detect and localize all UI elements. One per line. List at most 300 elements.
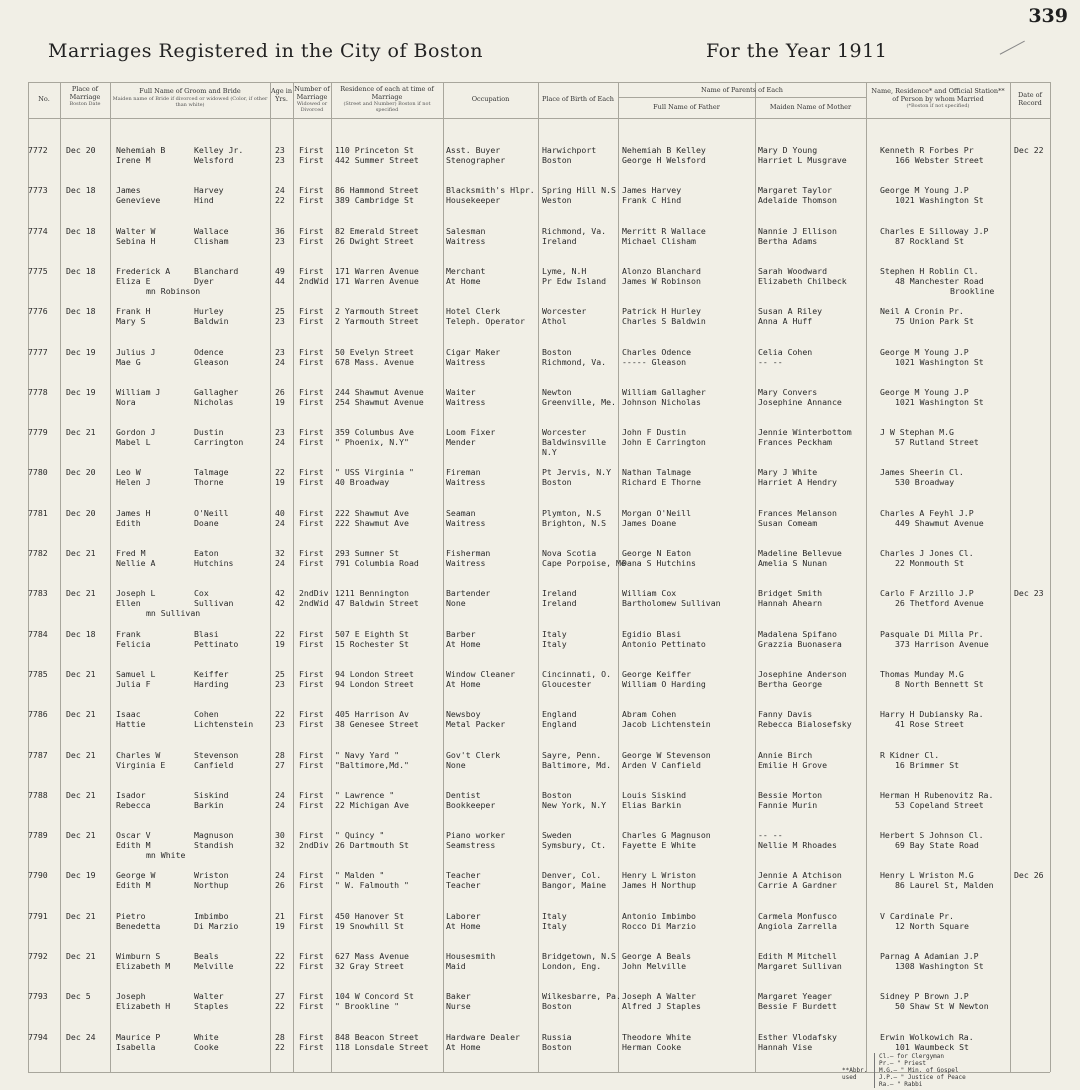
groom-age: 23 xyxy=(275,427,285,438)
groom-father: Charles Odence xyxy=(622,346,692,357)
groom-marriage-number: First xyxy=(299,951,324,961)
officiant-name: Charles A Feyhl J.P xyxy=(880,507,974,518)
bride-residence: 26 Dwight Street xyxy=(335,235,414,246)
bride-birthplace: Baldwinsville xyxy=(542,437,607,448)
bride-last-name: Standish xyxy=(194,840,234,851)
bride-father: George H Welsford xyxy=(622,155,706,165)
groom-first-name: Joseph L xyxy=(116,588,156,599)
officiant-name: Carlo F Arzillo J.P xyxy=(880,588,974,599)
bride-occupation: Mender xyxy=(446,437,476,448)
groom-occupation: Dentist xyxy=(446,789,481,800)
groom-age: 23 xyxy=(275,145,285,155)
groom-marriage-number: First xyxy=(299,467,324,478)
bride-occupation: Teacher xyxy=(446,880,481,891)
bride-age: 26 xyxy=(275,880,285,891)
groom-mother: Nannie J Ellison xyxy=(758,225,837,236)
bride-father: James H Northup xyxy=(622,880,696,891)
bride-marriage-number: First xyxy=(299,477,324,488)
bride-first-name: Julia F xyxy=(116,678,151,689)
bride-marriage-number: First xyxy=(299,517,324,528)
bride-birthplace: Italy xyxy=(542,638,567,649)
groom-father: William Cox xyxy=(622,588,677,599)
bride-first-name: Sebina H xyxy=(116,235,156,246)
groom-age: 22 xyxy=(275,709,285,720)
bride-occupation: Maid xyxy=(446,961,466,971)
bride-last-name: Dyer xyxy=(194,275,214,286)
bride-father: Dana S Hutchins xyxy=(622,558,696,568)
groom-residence: 82 Emerald Street xyxy=(335,225,419,236)
bride-marriage-number: First xyxy=(299,396,324,407)
bride-father: Bartholomew Sullivan xyxy=(622,598,721,609)
officiant-address: 26 Thetford Avenue xyxy=(895,598,984,609)
officiant-name: Harry H Dubiansky Ra. xyxy=(880,709,984,720)
groom-first-name: George W xyxy=(116,870,156,881)
record-date: Dec 21 xyxy=(66,749,96,760)
bride-mother: -- -- xyxy=(758,356,783,367)
groom-marriage-number: First xyxy=(299,830,324,841)
groom-birthplace: Italy xyxy=(542,628,567,639)
record-date: Dec 18 xyxy=(66,225,96,236)
bride-occupation: At Home xyxy=(446,275,481,286)
record-number: 7773 xyxy=(28,185,48,196)
header-parents: Name of Parents of Each xyxy=(701,86,783,94)
groom-first-name: Isador xyxy=(116,789,146,800)
bride-age: 24 xyxy=(275,558,285,568)
groom-first-name: Gordon J xyxy=(116,427,156,438)
groom-birthplace: Pt Jervis, N.Y xyxy=(542,467,612,478)
bride-marriage-number: First xyxy=(299,1001,324,1012)
bride-residence: 442 Summer Street xyxy=(335,155,419,165)
groom-residence: 405 Harrison Av xyxy=(335,709,409,720)
bride-age: 22 xyxy=(275,961,285,971)
groom-first-name: Isaac xyxy=(116,709,141,720)
groom-age: 40 xyxy=(275,507,285,518)
groom-first-name: Wimburn S xyxy=(116,951,161,961)
officiant-address: 373 Harrison Avenue xyxy=(895,638,989,649)
groom-age: 27 xyxy=(275,991,285,1002)
groom-occupation: Piano worker xyxy=(446,830,506,841)
bride-first-name: Benedetta xyxy=(116,920,161,931)
groom-marriage-number: First xyxy=(299,628,324,639)
officiant-address: 1021 Washington St xyxy=(895,396,984,407)
groom-occupation: Window Cleaner xyxy=(446,668,516,679)
bride-occupation: At Home xyxy=(446,638,481,649)
groom-marriage-number: First xyxy=(299,789,324,800)
groom-marriage-number: First xyxy=(299,709,324,720)
bride-maiden-name: mn White xyxy=(146,850,186,861)
groom-last-name: Stevenson xyxy=(194,749,239,760)
bride-birthplace: London, Eng. xyxy=(542,961,602,971)
record-number: 7784 xyxy=(28,628,48,639)
record-number: 7774 xyxy=(28,225,48,236)
groom-last-name: Siskind xyxy=(194,789,229,800)
bride-last-name: Gleason xyxy=(194,356,229,367)
record-date: Dec 20 xyxy=(66,145,96,155)
groom-residence: 86 Hammond Street xyxy=(335,185,419,196)
table-row xyxy=(0,750,1080,792)
bride-last-name: Hutchins xyxy=(194,558,234,568)
bride-occupation: Waitress xyxy=(446,235,486,246)
abbr-items xyxy=(874,1053,999,1088)
groom-birthplace: Sweden xyxy=(542,830,572,841)
record-date: Dec 21 xyxy=(66,951,96,961)
record-number: 7781 xyxy=(28,507,48,518)
groom-residence: 171 Warren Avenue xyxy=(335,265,419,276)
bride-age: 32 xyxy=(275,840,285,851)
bride-first-name: Felicia xyxy=(116,638,151,649)
bride-birthplace: Boston xyxy=(542,477,572,488)
bride-first-name: Mae G xyxy=(116,356,141,367)
groom-mother: Frances Melanson xyxy=(758,507,837,518)
record-date: Dec 19 xyxy=(66,346,96,357)
groom-father: Morgan O'Neill xyxy=(622,507,692,518)
groom-birthplace: Wilkesbarre, Pa. xyxy=(542,991,621,1002)
groom-age: 25 xyxy=(275,306,285,317)
groom-last-name: Harvey xyxy=(194,185,224,196)
bride-last-name: Cooke xyxy=(194,1041,219,1052)
groom-mother: Bridget Smith xyxy=(758,588,823,599)
bride-first-name: Mabel L xyxy=(116,437,151,448)
bride-occupation: At Home xyxy=(446,920,481,931)
bride-birthplace: Pr Edw Island xyxy=(542,275,607,286)
groom-birthplace: Worcester xyxy=(542,427,587,438)
bride-occupation: Waitress xyxy=(446,517,486,528)
record-date: Dec 19 xyxy=(66,386,96,397)
record-date: Dec 5 xyxy=(66,991,91,1002)
groom-occupation: Waiter xyxy=(446,386,476,397)
bride-mother: Fannie Murin xyxy=(758,799,818,810)
bride-first-name: Edith M xyxy=(116,880,151,891)
groom-occupation: Loom Fixer xyxy=(446,427,496,438)
record-date: Dec 18 xyxy=(66,265,96,276)
bride-maiden-name: mn Robinson xyxy=(146,285,201,296)
table-row xyxy=(0,870,1080,912)
bride-marriage-number: First xyxy=(299,195,324,206)
bride-mother: Margaret Sullivan xyxy=(758,961,842,971)
bride-residence: 222 Shawmut Ave xyxy=(335,517,409,528)
groom-first-name: Walter W xyxy=(116,225,156,236)
officiant-name: Henry L Wriston M.G xyxy=(880,870,974,881)
table-row xyxy=(0,387,1080,429)
bride-residence: 791 Columbia Road xyxy=(335,558,419,568)
groom-father: Charles G Magnuson xyxy=(622,830,711,841)
groom-birthplace: Boston xyxy=(542,789,572,800)
record-date: Dec 18 xyxy=(66,185,96,196)
bride-first-name: Elizabeth H xyxy=(116,1001,171,1012)
bride-residence: 26 Dartmouth St xyxy=(335,840,409,851)
abbr-item: Pr.— " Priest xyxy=(879,1060,926,1067)
groom-marriage-number: First xyxy=(299,870,324,881)
bride-father: Alfred J Staples xyxy=(622,1001,701,1012)
record-number: 7776 xyxy=(28,306,48,317)
bride-residence: 15 Rochester St xyxy=(335,638,409,649)
officiant-address: 75 Union Park St xyxy=(895,316,974,327)
groom-marriage-number: First xyxy=(299,991,324,1002)
bride-last-name: Lichtenstein xyxy=(194,719,254,730)
table-row xyxy=(0,790,1080,832)
record-date: Dec 21 xyxy=(66,427,96,438)
bride-birthplace: Ireland xyxy=(542,235,577,246)
bride-age: 42 xyxy=(275,598,285,609)
groom-last-name: Keiffer xyxy=(194,668,229,679)
groom-last-name: Imbimbo xyxy=(194,910,229,921)
groom-last-name: White xyxy=(194,1031,219,1042)
groom-mother: Celia Cohen xyxy=(758,346,813,357)
groom-last-name: Talmage xyxy=(194,467,229,478)
bride-marriage-number: First xyxy=(299,1041,324,1052)
bride-last-name: Baldwin xyxy=(194,316,229,327)
groom-birthplace: Denver, Col. xyxy=(542,870,602,881)
groom-mother: Carmela Monfusco xyxy=(758,910,837,921)
bride-age: 23 xyxy=(275,235,285,246)
groom-father: Joseph A Walter xyxy=(622,991,696,1002)
header-birthplace: Place of Birth of Each xyxy=(542,95,614,103)
groom-age: 21 xyxy=(275,910,285,921)
groom-mother: Mary J White xyxy=(758,467,818,478)
table-row xyxy=(0,508,1080,550)
groom-age: 22 xyxy=(275,467,285,478)
officiant-name: Herbert S Johnson Cl. xyxy=(880,830,984,841)
header-father: Full Name of Father xyxy=(653,103,720,111)
record-number: 7793 xyxy=(28,991,48,1002)
groom-father: Nehemiah B Kelley xyxy=(622,145,706,155)
bride-age: 23 xyxy=(275,719,285,730)
bride-occupation: Stenographer xyxy=(446,155,506,165)
groom-father: James Harvey xyxy=(622,185,682,196)
groom-age: 24 xyxy=(275,870,285,881)
groom-residence: 507 E Eighth St xyxy=(335,628,409,639)
record-date-filed: Dec 22 xyxy=(1014,145,1044,155)
table-row xyxy=(0,226,1080,268)
year-title: For the Year 1911 xyxy=(706,40,888,62)
table-row xyxy=(0,991,1080,1033)
groom-marriage-number: 2ndDiv xyxy=(299,588,329,599)
groom-last-name: Wallace xyxy=(194,225,229,236)
record-number: 7782 xyxy=(28,548,48,558)
groom-birthplace: Spring Hill N.S xyxy=(542,185,616,196)
officiant-address: 449 Shawmut Avenue xyxy=(895,517,984,528)
bride-residence: 19 Snowhill St xyxy=(335,920,405,931)
bride-occupation: Waitress xyxy=(446,558,486,568)
groom-age: 24 xyxy=(275,789,285,800)
groom-first-name: James xyxy=(116,185,141,196)
header-officiant: Name, Residence* and Official Station** of Person by whom Married (*Boston if not specified) xyxy=(871,87,1005,109)
bride-residence: 94 London Street xyxy=(335,678,414,689)
officiant-name: Kenneth R Forbes Pr xyxy=(880,145,974,155)
bride-age: 27 xyxy=(275,759,285,770)
bride-last-name: Nicholas xyxy=(194,396,234,407)
groom-occupation: Seaman xyxy=(446,507,476,518)
table-row xyxy=(0,548,1080,590)
bride-occupation: Bookkeeper xyxy=(446,799,496,810)
bride-mother: Elizabeth Chilbeck xyxy=(758,275,847,286)
officiant-address: 530 Broadway xyxy=(895,477,955,488)
table-row xyxy=(0,951,1080,993)
bride-birthplace: Italy xyxy=(542,920,567,931)
record-number: 7786 xyxy=(28,709,48,720)
bride-first-name: Genevieve xyxy=(116,195,161,206)
record-date: Dec 18 xyxy=(66,306,96,317)
groom-birthplace: Newton xyxy=(542,386,572,397)
abbr-item: Cl.— for Clergyman xyxy=(879,1053,945,1060)
table-row xyxy=(0,467,1080,509)
groom-age: 24 xyxy=(275,185,285,196)
groom-father: Antonio Imbimbo xyxy=(622,910,696,921)
bride-age: 44 xyxy=(275,275,285,286)
bride-first-name: Isabella xyxy=(116,1041,156,1052)
groom-mother: -- -- xyxy=(758,830,783,841)
bride-residence: 118 Lonsdale Street xyxy=(335,1041,429,1052)
record-date: Dec 24 xyxy=(66,1031,96,1042)
groom-residence: " USS Virginia " xyxy=(335,467,414,478)
groom-last-name: Kelley Jr. xyxy=(194,145,244,155)
bride-birthplace: Richmond, Va. xyxy=(542,356,607,367)
bride-father: Frank C Hind xyxy=(622,195,682,206)
groom-mother: Madeline Bellevue xyxy=(758,548,842,558)
groom-first-name: James H xyxy=(116,507,151,518)
bride-father: Richard E Thorne xyxy=(622,477,701,488)
groom-occupation: Gov't Clerk xyxy=(446,749,501,760)
bride-marriage-number: First xyxy=(299,961,324,971)
table-row xyxy=(0,306,1080,348)
bride-residence: 254 Shawmut Avenue xyxy=(335,396,424,407)
groom-age: 23 xyxy=(275,346,285,357)
bride-age: 22 xyxy=(275,195,285,206)
bride-age: 24 xyxy=(275,437,285,448)
officiant-address: 12 North Square xyxy=(895,920,969,931)
record-date: Dec 18 xyxy=(66,628,96,639)
bride-birthplace: Weston xyxy=(542,195,572,206)
bride-birthplace: New York, N.Y xyxy=(542,799,607,810)
bride-father: John Melville xyxy=(622,961,687,971)
bride-mother: Harriet A Hendry xyxy=(758,477,837,488)
groom-last-name: Dustin xyxy=(194,427,224,438)
groom-father: Patrick H Hurley xyxy=(622,306,701,317)
groom-father: Louis Siskind xyxy=(622,789,687,800)
record-number: 7789 xyxy=(28,830,48,841)
bride-mother: Bessie F Burdett xyxy=(758,1001,837,1012)
groom-last-name: Blanchard xyxy=(194,265,239,276)
groom-occupation: Asst. Buyer xyxy=(446,145,501,155)
bride-marriage-number: 2ndDiv xyxy=(299,840,329,851)
bride-first-name: Nora xyxy=(116,396,136,407)
officiant-address: 53 Copeland Street xyxy=(895,799,984,810)
groom-residence: 359 Columbus Ave xyxy=(335,427,414,438)
header-occupation: Occupation xyxy=(471,95,510,103)
groom-residence: 2 Yarmouth Street xyxy=(335,306,419,317)
groom-father: George N Eaton xyxy=(622,548,692,558)
groom-age: 26 xyxy=(275,386,285,397)
officiant-name: George M Young J.P xyxy=(880,185,969,196)
groom-residence: 1211 Bennington xyxy=(335,588,409,599)
officiant-name: R Kidner Cl. xyxy=(880,749,940,760)
table-row xyxy=(0,669,1080,711)
officiant-name: Charles E Silloway J.P xyxy=(880,225,989,236)
bride-marriage-number: First xyxy=(299,316,324,327)
groom-first-name: Samuel L xyxy=(116,668,156,679)
groom-residence: " Malden " xyxy=(335,870,385,881)
bride-last-name: Clisham xyxy=(194,235,229,246)
groom-mother: Jennie Winterbottom xyxy=(758,427,852,438)
officiant-address: 57 Rutland Street xyxy=(895,437,979,448)
groom-mother: Jennie A Atchison xyxy=(758,870,842,881)
groom-father: John F Dustin xyxy=(622,427,687,438)
groom-residence: 848 Beacon Street xyxy=(335,1031,419,1042)
bride-birthplace: Baltimore, Md. xyxy=(542,759,612,770)
groom-occupation: Teacher xyxy=(446,870,481,881)
groom-birthplace: Worcester xyxy=(542,306,587,317)
groom-occupation: Housesmith xyxy=(446,951,496,961)
groom-occupation: Bartender xyxy=(446,588,491,599)
groom-marriage-number: First xyxy=(299,346,324,357)
groom-residence: 94 London Street xyxy=(335,668,414,679)
record-date: Dec 21 xyxy=(66,830,96,841)
groom-age: 30 xyxy=(275,830,285,841)
groom-last-name: Wriston xyxy=(194,870,229,881)
groom-first-name: Pietro xyxy=(116,910,146,921)
bride-residence: 47 Baldwin Street xyxy=(335,598,419,609)
bride-first-name: Rebecca xyxy=(116,799,151,810)
bride-marriage-number: First xyxy=(299,880,324,891)
record-number: 7790 xyxy=(28,870,48,881)
record-number: 7783 xyxy=(28,588,48,599)
bride-age: 19 xyxy=(275,396,285,407)
groom-residence: 110 Princeton St xyxy=(335,145,414,155)
officiant-address: 86 Laurel St, Malden xyxy=(895,880,994,891)
table-row xyxy=(0,427,1080,469)
officiant-name: Herman H Rubenovitz Ra. xyxy=(880,789,994,800)
groom-marriage-number: First xyxy=(299,910,324,921)
bride-father: Jacob Lichtenstein xyxy=(622,719,711,730)
groom-occupation: Hotel Clerk xyxy=(446,306,501,317)
officiant-name: George M Young J.P xyxy=(880,386,969,397)
groom-first-name: Joseph xyxy=(116,991,146,1002)
bride-father: James Doane xyxy=(622,517,677,528)
groom-occupation: Merchant xyxy=(446,265,486,276)
table-row xyxy=(0,266,1080,308)
bride-occupation: At Home xyxy=(446,1041,481,1052)
groom-last-name: Walter xyxy=(194,991,224,1002)
groom-residence: 50 Evelyn Street xyxy=(335,346,414,357)
groom-father: Theodore White xyxy=(622,1031,692,1042)
abbr-item: Ra.— " Rabbi xyxy=(879,1081,923,1088)
bride-mother: Bertha Adams xyxy=(758,235,818,246)
bride-mother: Hannah Ahearn xyxy=(758,598,823,609)
groom-father: George A Beals xyxy=(622,951,692,961)
bride-mother: Josephine Annance xyxy=(758,396,842,407)
bride-mother: Angiola Zarrella xyxy=(758,920,837,931)
officiant-name: George M Young J.P xyxy=(880,346,969,357)
bride-father: Herman Cooke xyxy=(622,1041,682,1052)
bride-residence: " Brookline " xyxy=(335,1001,400,1012)
bride-age: 23 xyxy=(275,678,285,689)
officiant-address: 166 Webster Street xyxy=(895,155,984,165)
bride-marriage-number: First xyxy=(299,558,324,568)
rule xyxy=(618,97,866,98)
groom-mother: Annie Birch xyxy=(758,749,813,760)
bride-marriage-number: First xyxy=(299,638,324,649)
page-title: Marriages Registered in the City of Boston xyxy=(48,40,484,62)
officiant-name: Parnag A Adamian J.P xyxy=(880,951,979,961)
groom-marriage-number: First xyxy=(299,507,324,518)
groom-age: 36 xyxy=(275,225,285,236)
header-age: Age in Yrs. xyxy=(270,87,293,103)
groom-residence: " Navy Yard " xyxy=(335,749,400,760)
header-name: Full Name of Groom and Bride Maiden name of Bride if divorced or widowed (Color, if other than white) xyxy=(112,87,268,108)
bride-marriage-number: First xyxy=(299,437,324,448)
abbr-item: M.G.— " Min. of Gospel xyxy=(879,1067,959,1074)
bride-residence: 22 Michigan Ave xyxy=(335,799,409,810)
